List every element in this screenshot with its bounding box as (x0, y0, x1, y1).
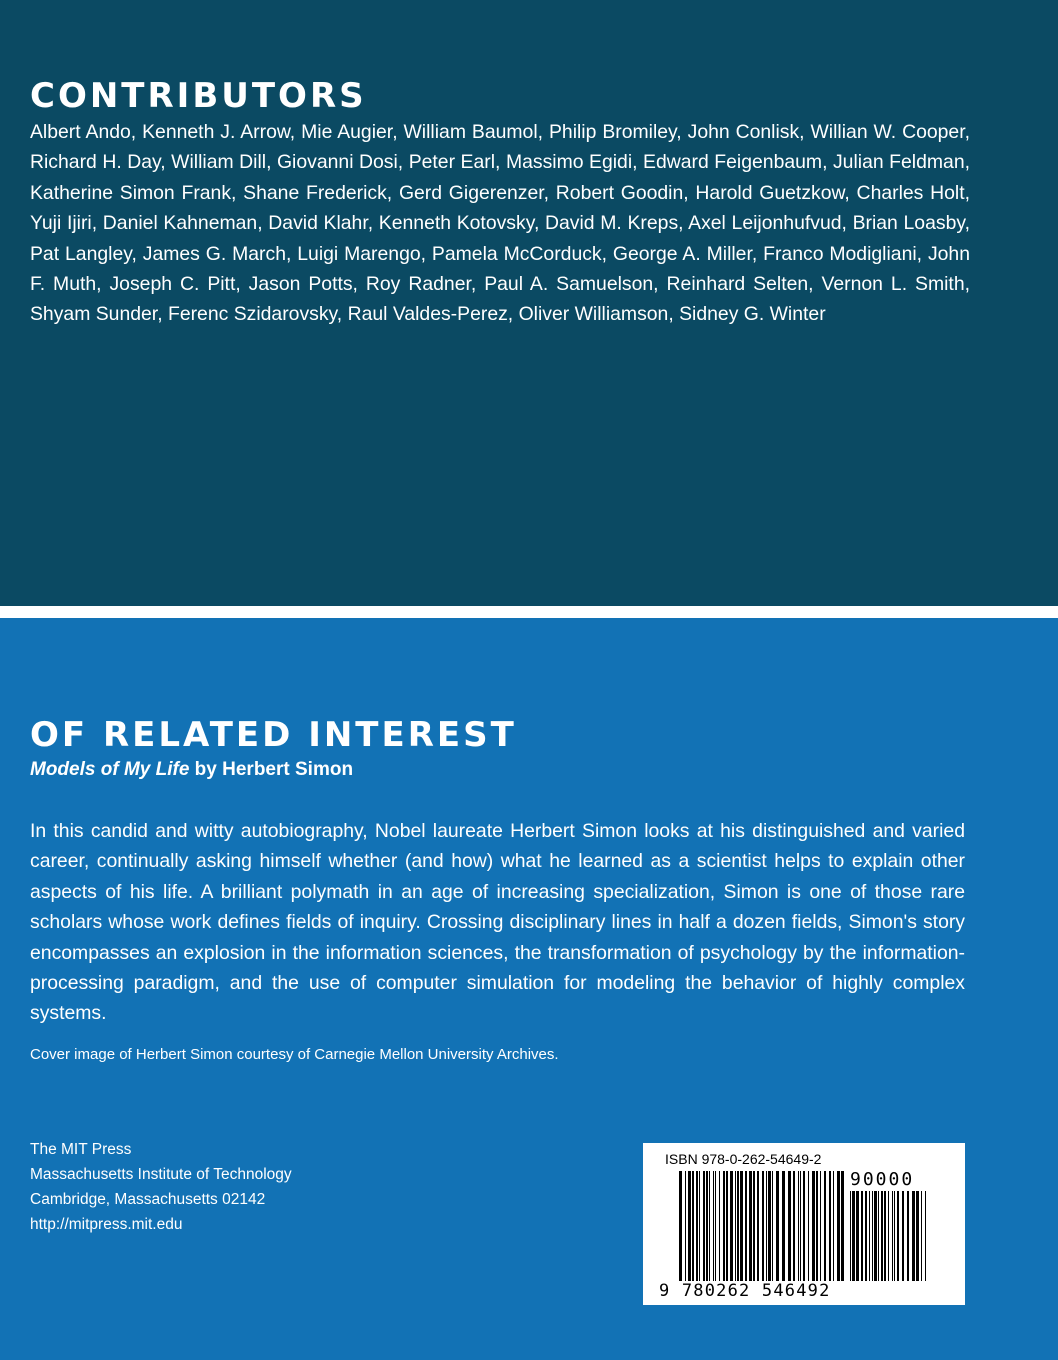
price-code: 90000 (850, 1169, 915, 1190)
isbn-label: ISBN 978-0-262-54649-2 (665, 1151, 822, 1167)
panel-divider (0, 606, 1058, 618)
isbn-barcode (643, 1143, 965, 1305)
barcode-addon-bars-icon (850, 1191, 930, 1281)
barcode-digits: 9 780262 546492 (659, 1281, 831, 1301)
related-book (30, 758, 353, 782)
related-book-byline: by Herbert Simon (189, 759, 354, 780)
publisher-name: The MIT Press (30, 1141, 132, 1158)
cover-credit: Cover image of Herbert Simon courtesy of Carnegie Mellon University Archives. (30, 1046, 559, 1063)
barcode-bars-icon (679, 1171, 845, 1281)
publisher-institution: Massachusetts Institute of Technology (30, 1166, 292, 1183)
related-book-description: In this candid and witty autobiography, Nobel laureate Herbert Simon looks at his distinguished and varied career, continually asking himself whether (and how) what he learned as a scientist helps to explain other aspects of his life. A brilliant polymath in an age of increasing specialization, Simon is one of those rare scholars whose work defines fields of inquiry. Crossing disciplinary lines in half a dozen fields, Simon's story encompasses an explosion in the information sciences, the transformation of psychology by the information-processing paradigm, and the use of computer simulation for modeling the behavior of highly complex systems. (30, 820, 965, 1025)
publisher-url[interactable]: http://mitpress.mit.edu (30, 1216, 183, 1233)
publisher-block (30, 1137, 292, 1237)
related-book-title: Models of My Life (30, 759, 190, 780)
contributors-panel (0, 0, 1058, 606)
publisher-address: Cambridge, Massachusetts 02142 (30, 1191, 266, 1208)
related-interest-heading: OF RELATED INTEREST (30, 715, 517, 755)
contributors-heading: CONTRIBUTORS (30, 76, 367, 116)
contributors-list: Albert Ando, Kenneth J. Arrow, Mie Augier, William Baumol, Philip Bromiley, John Conlisk, Willian W. Cooper, Richard H. Day, William Dill, Giovanni Dosi, Peter Earl, Massimo Egidi, Edward Feigenbaum, Julian Feldman, Katherine Simon Frank, Shane Frederick, Gerd Gigerenzer, Robert Goodin, Harold Guetzkow, Charles Holt, Yuji Ijiri, Daniel Kahneman, David Klahr, Kenneth Kotovsky, David M. Kreps, Axel Leijonhufvud, Brian Loasby, Pat Langley, James G. March, Luigi Marengo, Pamela McCorduck, George A. Miller, Franco Modigliani, John F. Muth, Joseph C. Pitt, Jason Potts, Roy Radner, Paul A. Samuelson, Reinhard Selten, Vernon L. Smith, Shyam Sunder, Ferenc Szidarovsky, Raul Valdes-Perez, Oliver Williamson, Sidney G. Winter (30, 121, 970, 326)
